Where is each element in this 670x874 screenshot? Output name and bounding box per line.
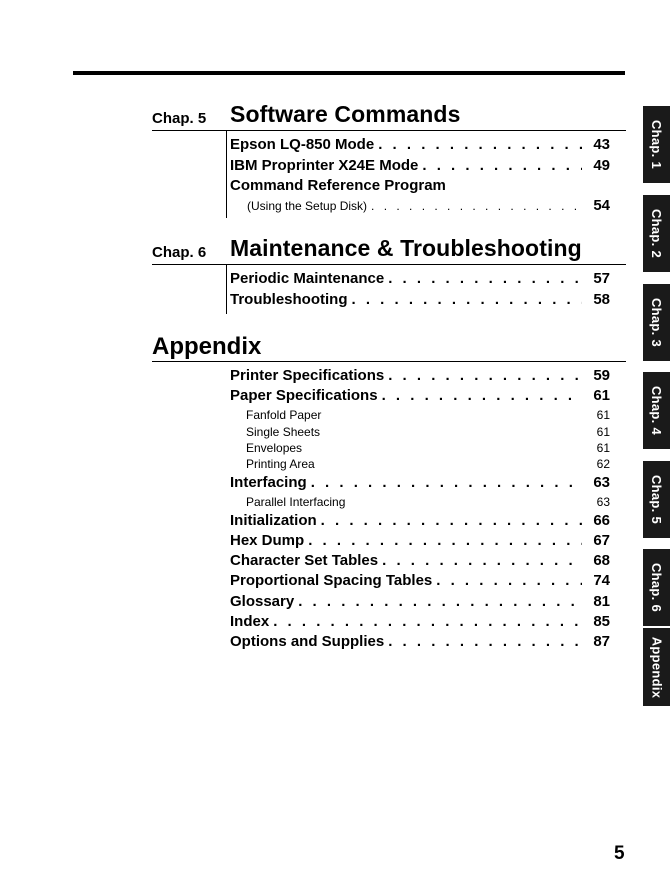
- toc-entry-index[interactable]: [230, 613, 610, 633]
- toc-entry-printing-area[interactable]: [246, 457, 610, 473]
- side-tab-label: Chap. 1: [649, 119, 664, 170]
- side-tab-label: Appendix: [649, 636, 664, 698]
- toc-entry-page: 54: [593, 197, 610, 214]
- toc-entry-page: 81: [593, 593, 610, 610]
- toc-entry-printer-specs[interactable]: [230, 367, 610, 387]
- toc-entry-label: Paper Specifications: [230, 387, 378, 404]
- toc-entry-label: Single Sheets: [246, 425, 321, 439]
- toc-entry-page: 61: [596, 425, 610, 439]
- side-tab-label: Chap. 5: [649, 474, 664, 525]
- toc-entry-page: 63: [593, 474, 610, 491]
- toc-entry-label: Epson LQ-850 Mode: [230, 136, 375, 153]
- toc-entry-page: 74: [593, 572, 610, 589]
- toc-entry-label: Parallel Interfacing: [246, 495, 346, 509]
- side-tab-chap-6[interactable]: [643, 549, 670, 626]
- leader-dots: [371, 199, 582, 213]
- toc-entry-page: 87: [593, 633, 610, 650]
- toc-entry-label: Interfacing: [230, 474, 307, 491]
- leader-dots: [388, 367, 582, 384]
- toc-entry-page: 58: [593, 291, 610, 308]
- toc-entry-periodic-maintenance[interactable]: [230, 270, 610, 290]
- chapter-5-side-rule: [226, 130, 227, 218]
- chapter-5-label: Chap. 5: [152, 110, 207, 127]
- chapter-6-side-rule: [226, 264, 227, 314]
- toc-entry-troubleshooting[interactable]: [230, 291, 610, 311]
- toc-entry-label: Character Set Tables: [230, 552, 379, 569]
- toc-entry-proportional-spacing[interactable]: [230, 572, 610, 592]
- top-rule: [73, 71, 625, 75]
- side-tab-label: Chap. 4: [649, 385, 664, 436]
- toc-entry-label: Printer Specifications: [230, 367, 385, 384]
- toc-entry-label: Index: [230, 613, 270, 630]
- toc-entry-page: 59: [593, 367, 610, 384]
- leader-dots: [382, 552, 582, 569]
- side-tab-label: Chap. 6: [649, 562, 664, 613]
- side-tab-chap-3[interactable]: [643, 284, 670, 361]
- toc-entry-page: 61: [596, 441, 610, 455]
- leader-dots: [308, 532, 582, 549]
- toc-entry-envelopes[interactable]: [246, 441, 610, 457]
- page-number: 5: [614, 843, 625, 864]
- toc-entry-command-reference[interactable]: [230, 177, 610, 197]
- toc-entry-single-sheets[interactable]: [246, 425, 610, 441]
- leader-dots: [273, 613, 582, 630]
- toc-entry-label: Proportional Spacing Tables: [230, 572, 433, 589]
- chapter-6-label: Chap. 6: [152, 244, 207, 261]
- toc-entry-parallel-interfacing[interactable]: [246, 495, 610, 511]
- toc-entry-page: 62: [596, 457, 610, 471]
- toc-entry-label: Printing Area: [246, 457, 315, 471]
- toc-entry-page: 49: [593, 157, 610, 174]
- toc-entry-label: Initialization: [230, 512, 317, 529]
- toc-entry-label: Fanfold Paper: [246, 408, 322, 422]
- toc-entry-page: 63: [596, 495, 610, 509]
- toc-entry-page: 43: [593, 136, 610, 153]
- appendix-title: Appendix: [152, 333, 262, 360]
- toc-entry-character-set-tables[interactable]: [230, 552, 610, 572]
- chapter-6-title: Maintenance & Troubleshooting: [230, 235, 582, 261]
- side-tab-label: Chap. 2: [649, 208, 664, 259]
- chapter-5-title: Software Commands: [230, 101, 461, 127]
- toc-entry-interfacing[interactable]: [230, 474, 610, 494]
- chapter-5-rule: [152, 130, 626, 131]
- side-tab-chap-4[interactable]: [643, 372, 670, 449]
- toc-entry-glossary[interactable]: [230, 593, 610, 613]
- toc-entry-options-supplies[interactable]: [230, 633, 610, 653]
- toc-entry-page: 61: [596, 408, 610, 422]
- toc-entry-fanfold-paper[interactable]: [246, 408, 610, 424]
- toc-entry-label: (Using the Setup Disk): [247, 199, 368, 213]
- toc-entry-page: 57: [593, 270, 610, 287]
- appendix-rule: [152, 361, 626, 362]
- leader-dots: [298, 593, 582, 610]
- chapter-6-rule: [152, 264, 626, 265]
- leader-dots: [422, 157, 582, 174]
- toc-entry-label: Envelopes: [246, 441, 303, 455]
- side-tab-chap-5[interactable]: [643, 461, 670, 538]
- toc-entry-page: 67: [593, 532, 610, 549]
- leader-dots: [378, 136, 582, 153]
- toc-entry-label: Troubleshooting: [230, 291, 348, 308]
- toc-entry-label: Periodic Maintenance: [230, 270, 385, 287]
- side-tab-label: Chap. 3: [649, 297, 664, 348]
- toc-entry-setup-disk[interactable]: [247, 197, 610, 213]
- side-tab-appendix[interactable]: [643, 628, 670, 706]
- toc-entry-page: 68: [593, 552, 610, 569]
- leader-dots: [436, 572, 582, 589]
- toc-entry-page: 61: [593, 387, 610, 404]
- leader-dots: [388, 270, 582, 287]
- side-tab-chap-2[interactable]: [643, 195, 670, 272]
- toc-entry-label: Hex Dump: [230, 532, 305, 549]
- toc-entry-label: IBM Proprinter X24E Mode: [230, 157, 419, 174]
- toc-entry-ibm[interactable]: [230, 157, 610, 177]
- toc-entry-hex-dump[interactable]: [230, 532, 610, 552]
- toc-entry-page: 66: [593, 512, 610, 529]
- leader-dots: [321, 512, 582, 529]
- toc-entry-epson[interactable]: [230, 136, 610, 156]
- leader-dots: [352, 291, 583, 308]
- leader-dots: [388, 633, 582, 650]
- toc-entry-label: Options and Supplies: [230, 633, 385, 650]
- toc-entry-paper-specs[interactable]: [230, 387, 610, 407]
- toc-entry-label: Command Reference Program: [230, 177, 446, 194]
- toc-entry-initialization[interactable]: [230, 512, 610, 532]
- side-tab-chap-1[interactable]: [643, 106, 670, 183]
- leader-dots: [382, 387, 582, 404]
- leader-dots: [311, 474, 582, 491]
- toc-entry-label: Glossary: [230, 593, 295, 610]
- toc-entry-page: 85: [593, 613, 610, 630]
